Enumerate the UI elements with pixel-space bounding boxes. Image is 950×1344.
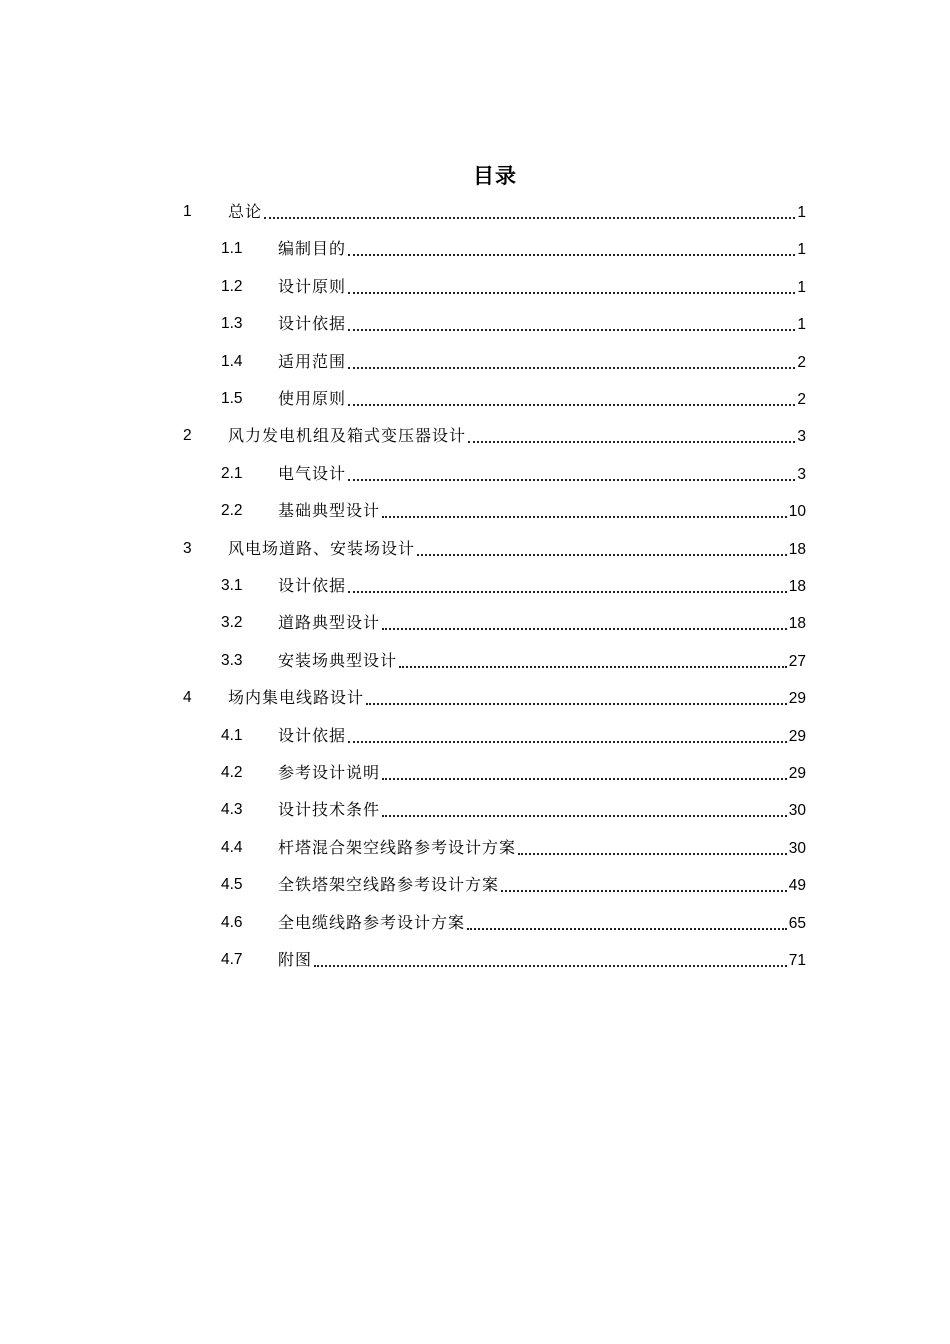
toc-entry-number: 4.2 <box>221 764 243 781</box>
toc-entry-title: 基础典型设计 <box>278 501 381 521</box>
toc-entry[interactable] <box>0 792 950 829</box>
toc-entry-number: 4.3 <box>221 801 243 819</box>
toc-dot-leader <box>348 741 787 743</box>
toc-dot-leader <box>348 329 795 331</box>
toc-entry-line <box>278 501 806 522</box>
toc-entry-title: 设计原则 <box>278 276 347 296</box>
toc-entry-number: 2.1 <box>221 464 243 482</box>
toc-entry-title: 适用范围 <box>278 351 347 371</box>
toc-entry-title: 编制目的 <box>278 239 347 259</box>
toc-dot-leader <box>348 591 787 593</box>
toc-entry-line <box>278 613 806 634</box>
toc-entry-number: 3.1 <box>221 577 243 594</box>
toc-dot-leader <box>314 965 787 967</box>
toc-entry-line <box>278 763 806 784</box>
toc-entry-title: 设计依据 <box>278 725 347 745</box>
toc-entry-line <box>228 202 806 223</box>
toc-entry-page-number: 10 <box>788 503 806 521</box>
toc-entry-line <box>278 277 806 298</box>
toc-dot-leader <box>348 367 795 369</box>
toc-dot-leader <box>366 703 787 705</box>
toc-entry[interactable] <box>0 456 950 493</box>
toc-entry-page-number: 29 <box>788 765 806 782</box>
toc-dot-leader <box>264 217 795 219</box>
toc-entry[interactable] <box>0 680 950 717</box>
toc-entry[interactable] <box>0 867 950 904</box>
toc-entry-number: 1 <box>183 203 192 220</box>
toc-dot-leader <box>382 628 787 630</box>
toc-entry-title: 总论 <box>228 202 263 221</box>
toc-entry-number: 4.6 <box>221 913 243 931</box>
toc-entry-page-number: 29 <box>788 690 806 708</box>
toc-entry[interactable] <box>0 493 950 530</box>
toc-entry-line <box>278 314 806 335</box>
toc-entry[interactable] <box>0 942 950 979</box>
toc-entry-title: 全电缆线路参考设计方案 <box>278 912 466 932</box>
toc-entry-line <box>278 464 806 485</box>
toc-entry-line <box>278 950 806 971</box>
toc-dot-leader <box>417 554 787 556</box>
toc-entry-title: 参考设计说明 <box>278 763 381 782</box>
toc-entry[interactable] <box>0 531 950 568</box>
toc-entry-page-number: 2 <box>797 391 806 408</box>
toc-dot-leader <box>467 928 787 930</box>
toc-entry[interactable] <box>0 418 950 455</box>
toc-entry-number: 1.5 <box>221 390 243 407</box>
toc-entry-number: 4.5 <box>221 876 243 894</box>
toc-dot-leader <box>348 404 795 406</box>
toc-entry-title: 杆塔混合架空线路参考设计方案 <box>278 837 517 857</box>
toc-entry-line <box>228 426 806 447</box>
toc-entry-line <box>278 389 806 410</box>
toc-entry-number: 3.3 <box>221 651 243 669</box>
toc-entry-page-number: 18 <box>788 578 806 595</box>
toc-entry[interactable] <box>0 718 950 755</box>
toc-entry-page-number: 1 <box>797 241 806 259</box>
toc-entry-page-number: 29 <box>788 727 806 745</box>
toc-entry[interactable] <box>0 194 950 231</box>
toc-entry-page-number: 1 <box>797 316 806 334</box>
toc-entry-line <box>278 726 806 747</box>
toc-entry-title: 道路典型设计 <box>278 613 381 633</box>
toc-entry-number: 2.2 <box>221 502 243 520</box>
toc-entry-line <box>278 651 806 672</box>
toc-entry-title: 场内集电线路设计 <box>228 688 365 708</box>
toc-entry-number: 2 <box>183 427 192 445</box>
toc-dot-leader <box>348 254 795 256</box>
toc-entry[interactable] <box>0 643 950 680</box>
toc-entry-title: 设计技术条件 <box>278 800 381 820</box>
toc-entry-number: 3 <box>183 539 192 557</box>
toc-entry-number: 1.4 <box>221 352 243 370</box>
toc-entry-number: 1.2 <box>221 277 243 295</box>
toc-entry-line <box>278 875 806 896</box>
toc-entry-line <box>278 239 806 260</box>
toc-entry-title: 电气设计 <box>278 463 347 483</box>
toc-entry-title: 设计依据 <box>278 576 347 595</box>
toc-entry-title: 安装场典型设计 <box>278 650 398 670</box>
toc-entry-title: 设计依据 <box>278 314 347 334</box>
toc-dot-leader <box>468 441 795 443</box>
toc-entry-line <box>228 539 806 560</box>
toc-entry-page-number: 71 <box>788 952 806 969</box>
toc-entry-number: 1.1 <box>221 240 243 258</box>
toc-entry[interactable] <box>0 755 950 792</box>
toc-entry[interactable] <box>0 830 950 867</box>
toc-entry-title: 使用原则 <box>278 389 347 408</box>
toc-dot-leader <box>348 292 795 294</box>
toc-entry-line <box>278 800 806 821</box>
toc-entry-number: 4.4 <box>221 838 243 856</box>
toc-entry-title: 全铁塔架空线路参考设计方案 <box>278 875 500 895</box>
toc-entry-page-number: 3 <box>797 465 806 483</box>
toc-entry-page-number: 18 <box>788 615 806 633</box>
toc-dot-leader <box>348 479 795 481</box>
toc-entry-page-number: 18 <box>788 540 806 558</box>
toc-entry-number: 3.2 <box>221 614 243 632</box>
toc-entry-title: 风力发电机组及箱式变压器设计 <box>228 426 467 446</box>
toc-entry-line <box>228 688 806 709</box>
toc-dot-leader <box>399 666 787 668</box>
toc-entry-number: 4.1 <box>221 726 243 744</box>
toc-entry-page-number: 30 <box>788 839 806 857</box>
toc-entry[interactable] <box>0 568 950 605</box>
toc-entry-page-number: 1 <box>797 204 806 221</box>
toc-entry[interactable] <box>0 905 950 942</box>
toc-dot-leader <box>382 815 787 817</box>
toc-entry-title: 风电场道路、安装场设计 <box>228 538 416 558</box>
toc-dot-leader <box>382 778 787 780</box>
toc-entry-number: 1.3 <box>221 315 243 333</box>
toc-dot-leader <box>518 853 787 855</box>
toc-entry[interactable] <box>0 231 950 268</box>
toc-entry-line <box>278 838 806 859</box>
toc-entry-line <box>278 576 806 597</box>
toc-dot-leader <box>501 890 787 892</box>
toc-entry-line <box>278 913 806 934</box>
toc-entry[interactable] <box>0 306 950 343</box>
toc-entry-page-number: 49 <box>788 877 806 895</box>
toc-entry-page-number: 1 <box>797 278 806 296</box>
toc-entry-page-number: 27 <box>788 652 806 670</box>
toc-entry-page-number: 2 <box>797 353 806 371</box>
toc-entry-page-number: 65 <box>788 914 806 932</box>
toc-entry-page-number: 30 <box>788 802 806 820</box>
toc-dot-leader <box>382 516 787 518</box>
toc-entry-number: 4 <box>183 689 192 707</box>
toc-entry-number: 4.7 <box>221 951 243 968</box>
page-title: 目录 <box>473 164 517 188</box>
toc-entry[interactable] <box>0 605 950 642</box>
toc-entry-page-number: 3 <box>797 428 806 446</box>
toc-entry[interactable] <box>0 381 950 418</box>
toc-entry-title: 附图 <box>278 950 313 969</box>
toc-entry-line <box>278 352 806 373</box>
toc-entry[interactable] <box>0 344 950 381</box>
toc-entry[interactable] <box>0 269 950 306</box>
